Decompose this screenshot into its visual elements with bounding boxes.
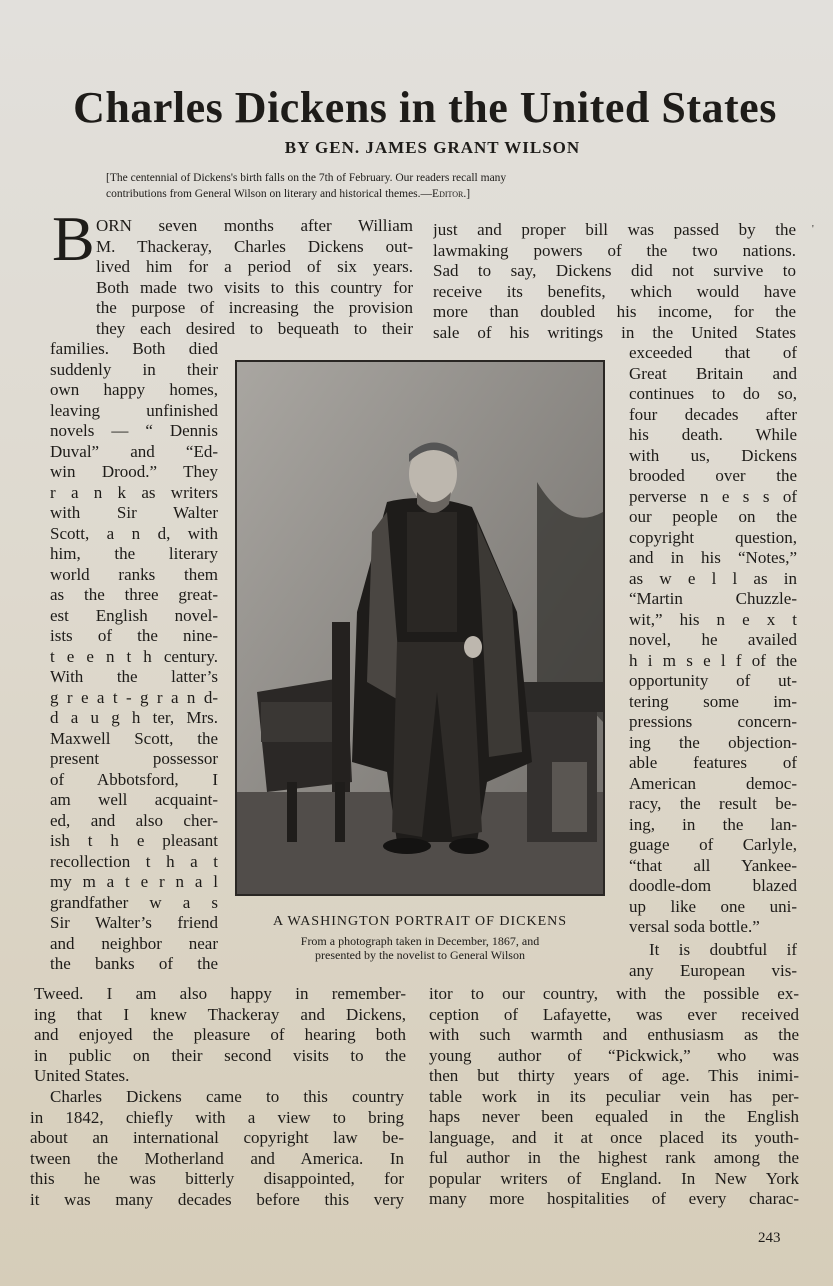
text-line: perverse n e s s of	[629, 486, 797, 506]
text-line: ing, in the lan-	[629, 814, 797, 834]
text-line: recollection t h a t	[50, 851, 218, 871]
text-line: any European vis-	[629, 960, 797, 980]
editor-signature: Editor.]	[432, 188, 471, 200]
text-line: lived him for a period of six years.	[96, 257, 413, 276]
text-line: d a u g h ter, Mrs.	[50, 708, 218, 727]
text-line: families. Both died	[50, 339, 218, 358]
col1-paragraph2	[30, 1087, 404, 1210]
text-line: table work in its peculiar vein has per-	[429, 1086, 799, 1106]
text-line: present possessor	[50, 749, 218, 768]
text-line: grandfather w a s	[50, 892, 218, 912]
text-line: ORN seven months after William	[96, 216, 413, 235]
drop-cap: B	[52, 203, 95, 274]
text-line: the banks of the	[50, 954, 218, 973]
page-speck: '	[812, 224, 814, 235]
text-line: Scott, a n d, with	[50, 523, 218, 543]
text-line: “that all Yankee-	[629, 855, 797, 875]
article-title: Charles Dickens in the United States	[73, 83, 777, 132]
page-number: 243	[758, 1230, 781, 1246]
text-line: Both made two visits to this country for	[96, 277, 413, 297]
text-line: they each desired to bequeath to their	[96, 318, 413, 338]
text-line: Duval” and “Ed-	[50, 441, 218, 461]
editor-note-line: [The centennial of Dickens's birth falls on the 7th of February. Our readers recall many	[106, 172, 507, 184]
col1-wrap-text	[50, 339, 218, 975]
photo-caption-line: From a photograph taken in December, 1867, and	[300, 934, 540, 948]
col2-paragraph2-wrap	[629, 940, 797, 981]
text-line: up like one uni-	[629, 896, 797, 916]
portrait-figure-icon	[237, 362, 603, 894]
text-line: as w e l l as in	[629, 568, 797, 588]
text-line: itor to our country, with the possible ex-	[429, 984, 799, 1003]
text-line: own happy homes,	[50, 380, 218, 399]
text-line: and neighbor near	[50, 933, 218, 953]
text-line: novel, he availed	[629, 630, 797, 649]
text-line: ception of Lafayette, was ever received	[429, 1004, 799, 1024]
text-line: the purpose of increasing the provision	[96, 298, 413, 317]
text-line: Sir Walter’s friend	[50, 913, 218, 932]
text-line: ful author in the highest rank among the	[429, 1148, 799, 1167]
text-line: many more hospitalities of every charac-	[429, 1189, 799, 1208]
text-line: as the three great-	[50, 585, 218, 604]
text-line: with us, Dickens	[629, 445, 797, 465]
photo-caption-title: A WASHINGTON PORTRAIT OF DICKENS	[272, 914, 568, 929]
text-line: est English novel-	[50, 605, 218, 625]
text-line: and enjoyed the pleasure of hearing both	[34, 1025, 406, 1044]
text-line: Maxwell Scott, the	[50, 728, 218, 748]
text-line: ists of the nine-	[50, 626, 218, 645]
col2-top-text	[433, 220, 796, 343]
text-line: exceeded that of	[629, 343, 797, 362]
text-line: racy, the result be-	[629, 794, 797, 813]
text-line: continues to do so,	[629, 384, 797, 403]
text-line: M. Thackeray, Charles Dickens out-	[96, 236, 413, 256]
text-line: tween the Motherland and America. In	[30, 1148, 404, 1168]
text-line: this he was bitterly disappointed, for	[30, 1169, 404, 1188]
text-line: versal soda bottle.”	[629, 917, 760, 936]
text-line: with Sir Walter	[50, 503, 218, 522]
text-line: ed, and also cher-	[50, 810, 218, 830]
text-line: lawmaking powers of the two nations.	[433, 240, 796, 260]
editor-note	[106, 170, 756, 202]
author-byline: BY GEN. JAMES GRANT WILSON	[284, 138, 581, 157]
text-line: him, the literary	[50, 544, 218, 563]
text-line: doodle-dom blazed	[629, 876, 797, 895]
text-line: it was many decades before this very	[30, 1189, 404, 1209]
text-line: tering some im-	[629, 691, 797, 711]
editor-note-line: contributions from General Wilson on literary and historical themes.—	[106, 188, 433, 200]
text-line: wit,” his n e x t	[629, 609, 797, 629]
text-line: in public on their second visits to the	[34, 1045, 406, 1065]
text-line: leaving unfinished	[50, 400, 218, 420]
col2-wrap-text	[629, 343, 797, 938]
text-line: Charles Dickens came to this country	[50, 1087, 404, 1106]
text-line: in 1842, chiefly with a view to bring	[30, 1107, 404, 1127]
text-line: more than doubled his income, for the	[433, 302, 796, 321]
text-line: with such warmth and enthusiasm as the	[429, 1025, 799, 1044]
text-line: of Abbotsford, I	[50, 769, 218, 789]
text-line: haps never been equaled in the English	[429, 1107, 799, 1126]
text-line: world ranks them	[50, 564, 218, 584]
text-line: pressions concern-	[629, 712, 797, 731]
text-line: r a n k as writers	[50, 482, 218, 502]
text-line: sale of his writings in the United States	[433, 322, 796, 342]
photo-caption-line: presented by the novelist to General Wilson	[315, 948, 525, 962]
text-line: copyright question,	[629, 527, 797, 547]
text-line: then but thirty years of age. This inimi-	[429, 1066, 799, 1085]
text-line: “Martin Chuzzle-	[629, 589, 797, 608]
text-line: and in his “Notes,”	[629, 548, 797, 567]
text-line: Sad to say, Dickens did not survive to	[433, 261, 796, 280]
text-line: Tweed. I am also happy in remember-	[34, 984, 406, 1003]
col1-top-text	[96, 216, 413, 339]
text-line: ish t h e pleasant	[50, 831, 218, 850]
text-line: language, and it at once placed its youth-	[429, 1127, 799, 1147]
text-line: guage of Carlyle,	[629, 835, 797, 854]
text-line: receive its benefits, which would have	[433, 281, 796, 301]
text-line: popular writers of England. In New York	[429, 1168, 799, 1188]
text-line: novels — “ Dennis	[50, 421, 218, 440]
text-line: brooded over the	[629, 466, 797, 485]
text-line: g r e a t - g r a n d-	[50, 687, 218, 707]
text-line: his death. While	[629, 425, 797, 444]
text-line: ing that I knew Thackeray and Dickens,	[34, 1004, 406, 1024]
text-line: opportunity of ut-	[629, 671, 797, 690]
text-line: With the latter’s	[50, 667, 218, 686]
text-line: about an international copyright law be-	[30, 1128, 404, 1147]
dickens-portrait-photo	[235, 360, 605, 896]
text-line: suddenly in their	[50, 359, 218, 379]
text-line: win Drood.” They	[50, 462, 218, 481]
text-line: h i m s e l f of the	[629, 650, 797, 670]
text-line: four decades after	[629, 404, 797, 424]
text-line: am well acquaint-	[50, 790, 218, 809]
text-line: ing the objection-	[629, 732, 797, 752]
text-line: my m a t e r n a l	[50, 872, 218, 891]
photo-caption	[230, 934, 610, 962]
text-line: United States.	[34, 1066, 130, 1085]
text-line: Great Britain and	[629, 363, 797, 383]
text-line: t e e n t h century.	[50, 646, 218, 666]
text-line: It is doubtful if	[649, 940, 797, 959]
text-line: able features of	[629, 753, 797, 772]
text-line: just and proper bill was passed by the	[433, 220, 796, 239]
text-line: young author of “Pickwick,” who was	[429, 1045, 799, 1065]
text-line: American democ-	[629, 773, 797, 793]
col2-bottom-text	[429, 984, 799, 1210]
col1-bottom-text	[34, 984, 406, 1087]
text-line: our people on the	[629, 507, 797, 526]
